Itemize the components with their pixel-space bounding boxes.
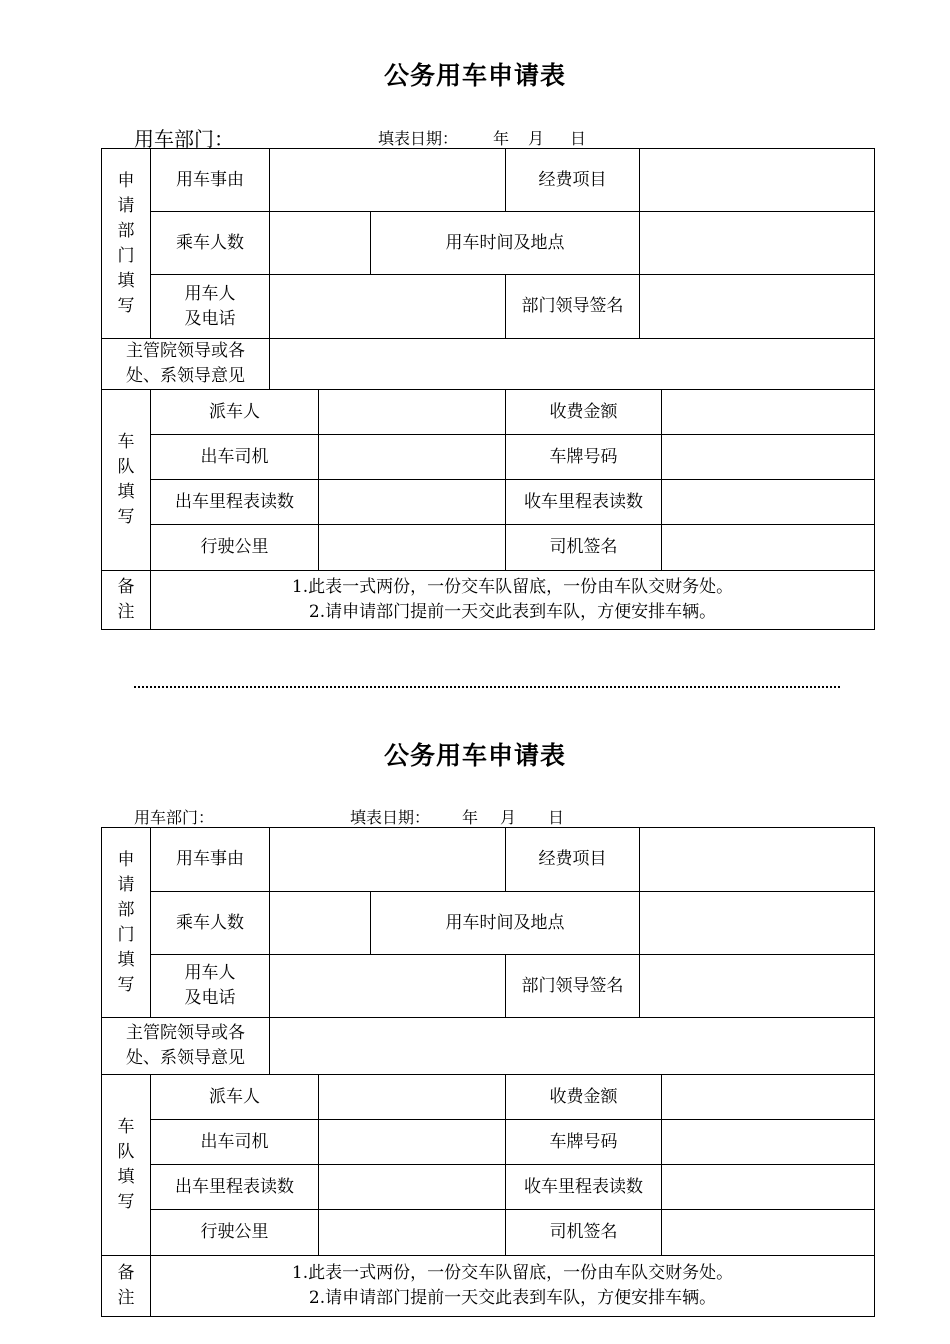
form2-section-fleet: 车 队 填 写 bbox=[102, 1075, 151, 1256]
form2-section-apply: 申 请 部 门 填 写 bbox=[102, 828, 151, 1018]
form1-title: 公务用车申请表 bbox=[383, 61, 566, 90]
form2-km-field[interactable] bbox=[319, 1210, 506, 1256]
form1-remark-label: 备 注 bbox=[102, 571, 151, 630]
form2-user-phone-field[interactable] bbox=[270, 955, 506, 1018]
form1-time-place-field[interactable] bbox=[640, 212, 875, 275]
form2-leader-sign-field[interactable] bbox=[640, 955, 875, 1018]
form2-reason-label: 用车事由 bbox=[151, 828, 270, 892]
form2-title: 公务用车申请表 bbox=[383, 741, 566, 770]
form2-driver-sign-label: 司机签名 bbox=[506, 1210, 662, 1256]
form2-table bbox=[101, 827, 875, 1317]
form2-fund-item-field[interactable] bbox=[640, 828, 875, 892]
form2-dept-label: 用车部门： bbox=[134, 808, 215, 827]
form2-day-label: 日 bbox=[548, 808, 565, 827]
form1-user-phone-label: 用车人 及电话 bbox=[151, 275, 270, 339]
form1-plate-label: 车牌号码 bbox=[506, 435, 662, 480]
form1-reason-field[interactable] bbox=[270, 149, 506, 212]
form2-month-label: 月 bbox=[500, 808, 517, 827]
form1-table bbox=[101, 148, 875, 630]
form2-note-2: 2.请申请部门提前一天交此表到车队，方便安排车辆。 bbox=[308, 1288, 717, 1308]
form2-driver-label: 出车司机 bbox=[151, 1120, 319, 1165]
form2-time-place-label: 用车时间及地点 bbox=[371, 892, 640, 955]
form1-passengers-label: 乘车人数 bbox=[151, 212, 270, 275]
form1-odo-in-label: 收车里程表读数 bbox=[506, 480, 662, 525]
form2-odo-in-field[interactable] bbox=[662, 1165, 875, 1210]
form2-date-label: 填表日期： bbox=[350, 808, 431, 827]
form1-month-label: 月 bbox=[528, 129, 545, 148]
form2-odo-out-label: 出车里程表读数 bbox=[151, 1165, 319, 1210]
form1-driver-field[interactable] bbox=[319, 435, 506, 480]
form1-year-label: 年 bbox=[493, 129, 510, 148]
form1-fee-amount-label: 收费金额 bbox=[506, 390, 662, 435]
form1-km-field[interactable] bbox=[319, 525, 506, 571]
form1-dept-label: 用车部门： bbox=[134, 127, 234, 151]
form2-reason-field[interactable] bbox=[270, 828, 506, 892]
form1-leader-sign-field[interactable] bbox=[640, 275, 875, 339]
form1-plate-field[interactable] bbox=[662, 435, 875, 480]
form1-km-label: 行驶公里 bbox=[151, 525, 319, 571]
form1-fund-item-label: 经费项目 bbox=[506, 149, 640, 212]
form1-passengers-field[interactable] bbox=[270, 212, 371, 275]
form1-user-phone-field[interactable] bbox=[270, 275, 506, 339]
cut-line-divider bbox=[134, 686, 840, 688]
form1-day-label: 日 bbox=[570, 129, 587, 148]
form1-driver-sign-field[interactable] bbox=[662, 525, 875, 571]
form2-plate-label: 车牌号码 bbox=[506, 1120, 662, 1165]
form1-opinion-field[interactable] bbox=[270, 339, 875, 390]
form2-odo-out-field[interactable] bbox=[319, 1165, 506, 1210]
form1-odo-in-field[interactable] bbox=[662, 480, 875, 525]
form1-section-fleet: 车 队 填 写 bbox=[102, 390, 151, 571]
form2-remark-label: 备 注 bbox=[102, 1256, 151, 1317]
form2-note-1: 1.此表一式两份，一份交车队留底，一份由车队交财务处。 bbox=[291, 1263, 734, 1283]
form2-fee-amount-label: 收费金额 bbox=[506, 1075, 662, 1120]
form1-dispatcher-label: 派车人 bbox=[151, 390, 319, 435]
form1-odo-out-field[interactable] bbox=[319, 480, 506, 525]
form2-leader-sign-label: 部门领导签名 bbox=[506, 955, 640, 1018]
form2-time-place-field[interactable] bbox=[640, 892, 875, 955]
form1-opinion-label: 主管院领导或各 处、系领导意见 bbox=[102, 339, 270, 390]
form1-notes bbox=[151, 571, 875, 630]
form2-fund-item-label: 经费项目 bbox=[506, 828, 640, 892]
form2-odo-in-label: 收车里程表读数 bbox=[506, 1165, 662, 1210]
form1-note-1: 1.此表一式两份，一份交车队留底，一份由车队交财务处。 bbox=[291, 577, 734, 597]
form2-fee-amount-field[interactable] bbox=[662, 1075, 875, 1120]
form2-passengers-field[interactable] bbox=[270, 892, 371, 955]
form1-time-place-label: 用车时间及地点 bbox=[371, 212, 640, 275]
form2-dispatcher-field[interactable] bbox=[319, 1075, 506, 1120]
form2-notes bbox=[151, 1256, 875, 1317]
form1-note-2: 2.请申请部门提前一天交此表到车队，方便安排车辆。 bbox=[308, 602, 717, 622]
form1-dispatcher-field[interactable] bbox=[319, 390, 506, 435]
form2-opinion-field[interactable] bbox=[270, 1018, 875, 1075]
form1-reason-label: 用车事由 bbox=[151, 149, 270, 212]
form1-leader-sign-label: 部门领导签名 bbox=[506, 275, 640, 339]
form1-section-apply: 申 请 部 门 填 写 bbox=[102, 149, 151, 339]
form2-driver-field[interactable] bbox=[319, 1120, 506, 1165]
form2-opinion-label: 主管院领导或各 处、系领导意见 bbox=[102, 1018, 270, 1075]
form1-date-label: 填表日期： bbox=[378, 129, 459, 148]
form2-plate-field[interactable] bbox=[662, 1120, 875, 1165]
form1-driver-label: 出车司机 bbox=[151, 435, 319, 480]
form1-driver-sign-label: 司机签名 bbox=[506, 525, 662, 571]
form2-km-label: 行驶公里 bbox=[151, 1210, 319, 1256]
form2-user-phone-label: 用车人 及电话 bbox=[151, 955, 270, 1018]
form2-passengers-label: 乘车人数 bbox=[151, 892, 270, 955]
form2-driver-sign-field[interactable] bbox=[662, 1210, 875, 1256]
form1-fund-item-field[interactable] bbox=[640, 149, 875, 212]
form2-dispatcher-label: 派车人 bbox=[151, 1075, 319, 1120]
form1-fee-amount-field[interactable] bbox=[662, 390, 875, 435]
form1-odo-out-label: 出车里程表读数 bbox=[151, 480, 319, 525]
form2-year-label: 年 bbox=[462, 808, 479, 827]
